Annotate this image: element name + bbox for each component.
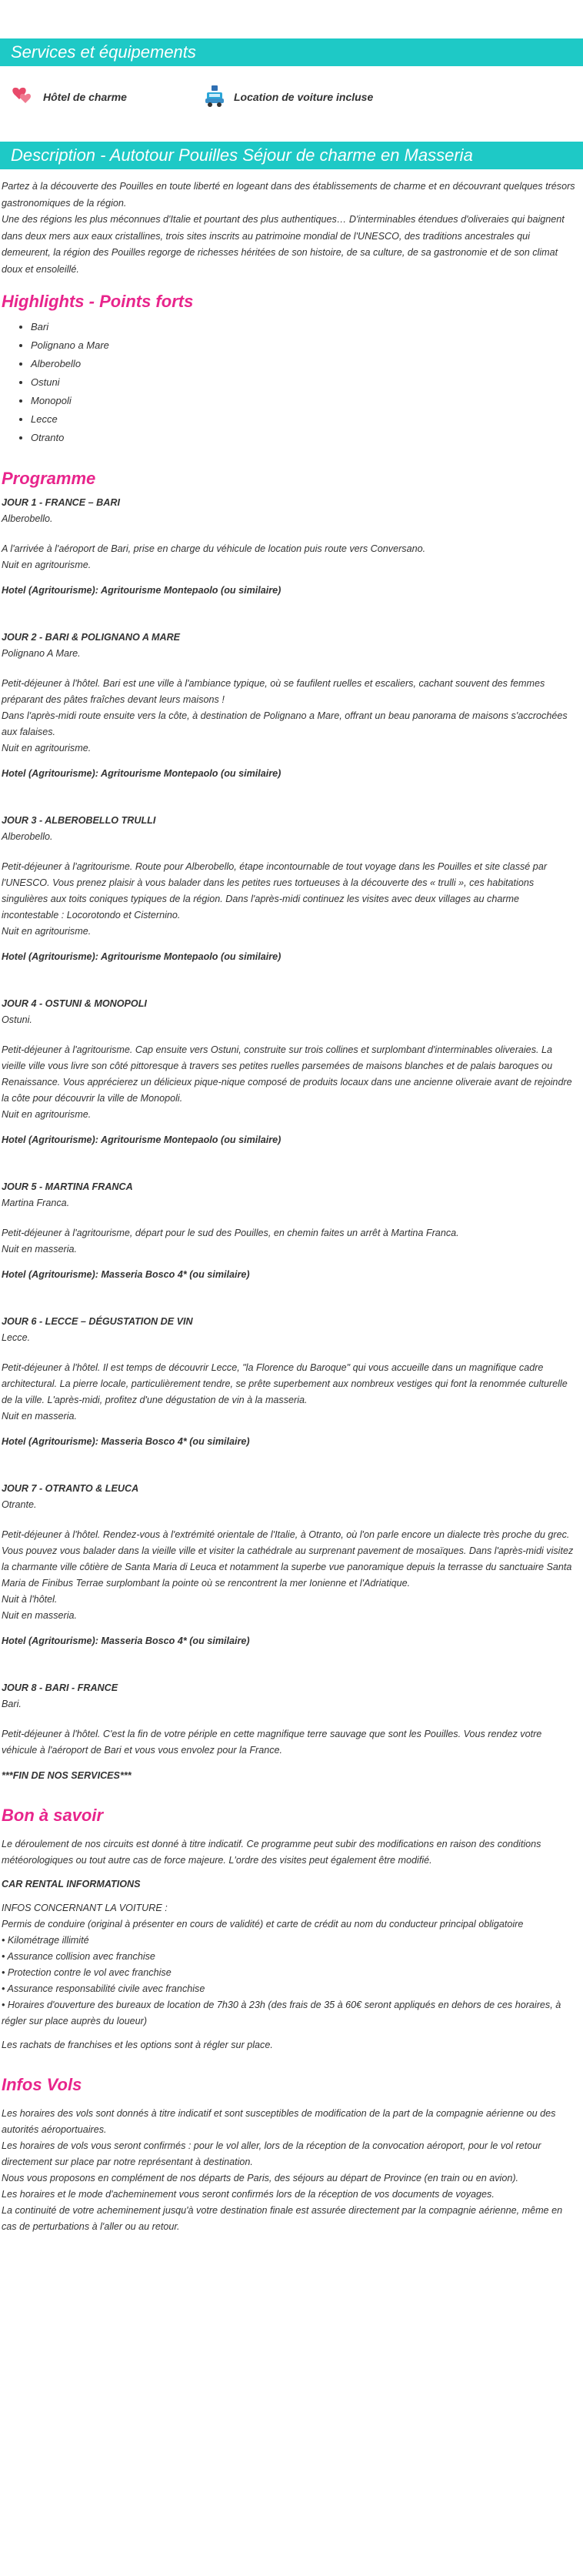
day-location: Ostuni.	[2, 1014, 32, 1025]
day-text: Nuit en agritourisme.	[2, 743, 92, 753]
day-text: Nuit en masseria.	[2, 1411, 77, 1422]
day-title: JOUR 6 - LECCE – DÉGUSTATION DE VIN	[2, 1316, 193, 1327]
day-text: Petit-déjeuner à l'hôtel. C'est la fin de votre périple en cette magnifique terre sauvage que sont les Pouilles. Vous rendez votre véhicule à l'aéroport de Bari et vous vous envolez pour la France.	[2, 1729, 542, 1756]
car-info-line: • Assurance collision avec franchise	[2, 1951, 155, 1962]
description-paragraph-2: Une des régions les plus méconnues d'Italie et pourtant des plus authentiques… D'interminables étendues d'oliveraies qui baignent dans deux mers aux eaux cristallines, trois sites inscrits au patrimoine mondial de l'UNESCO, des traditions ancestrales qui demeurent, la région des Pouilles regorge de richesses héritées de son histoire, de sa culture, de sa gastronomie et de son climat doux et ensoleillé.	[2, 214, 565, 275]
day-text: Petit-déjeuner à l'hôtel. Il est temps de découvrir Lecce, "la Florence du Baroque" qui vous accueille dans un magnifique cadre architectural. La pierre locale, particulièrement tendre, se prête superbement aux nombreux vestiges qui font la renommée culturelle de la ville. L'après-midi, profitez d'une dégustation de vin à la masseria.	[2, 1362, 568, 1405]
highlights-list	[0, 318, 583, 447]
car-info-line: • Horaires d'ouverture des bureaux de location de 7h30 à 23h (des frais de 35 à 60€ seront appliqués en dehors de ces horaires, à régler sur place auprès du loueur)	[2, 2000, 561, 2026]
day-text: A l'arrivée à l'aéroport de Bari, prise en charge du véhicule de location puis route vers Conversano.	[2, 543, 426, 554]
day-1	[0, 495, 583, 599]
bon-a-savoir-paragraph: Le déroulement de nos circuits est donné à titre indicatif. Ce programme peut subir des modifications en raison des conditions météorologiques ou tout autre cas de force majeure. L'ordre des visites peut également être modifié.	[2, 1839, 541, 1866]
flight-info-line: Nous vous proposons en complément de nos départs de Paris, des séjours au départ de Province (en train ou en avion).	[2, 2173, 519, 2183]
day-text: Nuit en agritourisme.	[2, 560, 92, 570]
highlight-item: • Monopoli	[31, 392, 583, 410]
day-text: Petit-déjeuner à l'hôtel. Rendez-vous à l'extrémité orientale de l'Italie, à Otranto, où l'on parle encore un dialecte très proche du grec. Vous pouvez vous balader dans la vieille ville et visiter la cathédrale au surprenant pavement de mosaïques. Dans l'après-midi visitez la charmante ville côtière de Santa Maria di Leuca et notamment la superbe vue panoramique depuis la terrasse du sanctuaire Santa Maria de Finibus Terrae surplombant la pointe où se rencontrent la mer Ionienne et l'Adriatique.	[2, 1529, 574, 1589]
highlight-item: • Polignano a Mare	[31, 336, 583, 355]
highlight-item: • Alberobello	[31, 355, 583, 373]
day-title: JOUR 8 - BARI - FRANCE	[2, 1682, 118, 1693]
day-hotel: Hotel (Agritourisme): Masseria Bosco 4* (ou similaire)	[2, 1635, 250, 1646]
day-title: JOUR 2 - BARI & POLIGNANO A MARE	[2, 632, 181, 643]
description-body	[0, 179, 583, 278]
day-text: Nuit en masseria.	[2, 1244, 77, 1255]
day-hotel: Hotel (Agritourisme): Masseria Bosco 4* (ou similaire)	[2, 1269, 250, 1280]
day-hotel: Hotel (Agritourisme): Agritourisme Montepaolo (ou similaire)	[2, 1134, 282, 1145]
day-7	[0, 1481, 583, 1649]
highlights-title: Highlights - Points forts	[2, 292, 194, 311]
day-hotel: Hotel (Agritourisme): Agritourisme Montepaolo (ou similaire)	[2, 768, 282, 779]
day-location: Martina Franca.	[2, 1198, 70, 1208]
feature-car-label: Location de voiture incluse	[234, 91, 374, 103]
infos-vols-body	[0, 2106, 583, 2235]
car-info-line: Permis de conduire (original à présenter en cours de validité) et carte de crédit au nom du conducteur principal obligatoire	[2, 1919, 524, 1929]
car-info-line: INFOS CONCERNANT LA VOITURE :	[2, 1903, 168, 1913]
day-8	[0, 1680, 583, 1784]
flight-info-line: Les horaires de vols vous seront confirmés : pour le vol aller, lors de la réception de la convocation aéroport, pour le vol retour directement sur place par notre représentant à destination.	[2, 2140, 541, 2167]
highlight-item: • Otranto	[31, 429, 583, 447]
day-location: Polignano A Mare.	[2, 648, 81, 659]
day-hotel: Hotel (Agritourisme): Agritourisme Montepaolo (ou similaire)	[2, 585, 282, 596]
flight-info-line: Les horaires et le mode d'acheminement vous seront confirmés lors de la réception de vos documents de voyages.	[2, 2189, 495, 2200]
day-location: Alberobello.	[2, 513, 53, 524]
flight-info-line: Les horaires des vols sont donnés à titre indicatif et sont susceptibles de modification de la part de la compagnie aérienne ou des autorités aéroportuaires.	[2, 2108, 556, 2135]
day-text: Nuit en agritourisme.	[2, 1109, 92, 1120]
day-2	[0, 630, 583, 782]
car-info-closing: Les rachats de franchises et les options sont à régler sur place.	[2, 2040, 273, 2050]
services-title: Services et équipements	[11, 42, 196, 62]
day-text: Nuit à l'hôtel.	[2, 1594, 58, 1605]
bon-a-savoir-body	[0, 1836, 583, 2053]
end-of-services: ***FIN DE NOS SERVICES***	[2, 1770, 132, 1781]
hotel-heart-icon	[9, 85, 43, 110]
day-title: JOUR 3 - ALBEROBELLO TRULLI	[2, 815, 156, 826]
bon-a-savoir-title: Bon à savoir	[2, 1806, 104, 1825]
day-text: Nuit en agritourisme.	[2, 926, 92, 937]
highlight-item: • Lecce	[31, 410, 583, 429]
day-title: JOUR 5 - MARTINA FRANCA	[2, 1181, 133, 1192]
description-paragraph-1: Partez à la découverte des Pouilles en toute liberté en logeant dans des établissements de charme et en découvrant quelques trésors gastronomiques de la région.	[2, 181, 575, 209]
day-title: JOUR 7 - OTRANTO & LEUCA	[2, 1483, 139, 1494]
highlight-item: • Bari	[31, 318, 583, 336]
car-info-line: • Assurance responsabilité civile avec franchise	[2, 1983, 205, 1994]
day-title: JOUR 4 - OSTUNI & MONOPOLI	[2, 998, 147, 1009]
car-rental-title: CAR RENTAL INFORMATIONS	[2, 1879, 141, 1889]
day-location: Bari.	[2, 1699, 22, 1709]
day-title: JOUR 1 - FRANCE – BARI	[2, 497, 120, 508]
day-text: Petit-déjeuner à l'hôtel. Bari est une ville à l'ambiance typique, où se faufilent ruelles et escaliers, cachant souvent des femmes préparant des pâtes fraîches devant leurs maisons !	[2, 678, 545, 705]
feature-car	[203, 84, 480, 111]
day-text: Nuit en masseria.	[2, 1610, 77, 1621]
services-features	[0, 66, 583, 128]
services-header	[0, 38, 583, 66]
day-4	[0, 996, 583, 1148]
day-location: Lecce.	[2, 1332, 31, 1343]
highlight-item: • Ostuni	[31, 373, 583, 392]
infos-vols-title: Infos Vols	[2, 2075, 82, 2094]
day-3	[0, 813, 583, 965]
day-text: Petit-déjeuner à l'agritourisme. Route pour Alberobello, étape incontournable de tout voyage dans les Pouilles et site classé par l'UNESCO. Vous prenez plaisir à vous balader dans les petites rues tortueuses à la découverte des « trulli », ces habitations singulières aux toits coniques typiques de la région. Dans l'après-midi continuez les visites avec deux villages au charme incontestable : Locorotondo et Cisternino.	[2, 861, 548, 920]
day-location: Otrante.	[2, 1499, 37, 1510]
day-hotel: Hotel (Agritourisme): Agritourisme Montepaolo (ou similaire)	[2, 951, 282, 962]
feature-hotel-label: Hôtel de charme	[43, 91, 127, 103]
car-info-line: • Kilométrage illimité	[2, 1935, 89, 1946]
description-header	[0, 142, 583, 169]
car-info-line: • Protection contre le vol avec franchise	[2, 1967, 172, 1978]
programme-title: Programme	[2, 469, 96, 488]
description-title: Description - Autotour Pouilles Séjour de charme en Masseria	[11, 145, 473, 165]
day-6	[0, 1314, 583, 1450]
day-text: Petit-déjeuner à l'agritourisme. Cap ensuite vers Ostuni, construite sur trois collines et surplombant d'interminables oliveraies. La vieille ville vous livre son côté pittoresque à travers ses petites ruelles parsemées de maisons blanches et de palais baroques ou Renaissance. Vous apprécierez un délicieux pique-nique composé de produits locaux dans une ancienne oliveraie avant de rejoindre la côte pour découvrir la ville de Monopoli.	[2, 1044, 572, 1104]
day-text: Petit-déjeuner à l'agritourisme, départ pour le sud des Pouilles, en chemin faites un arrêt à Martina Franca.	[2, 1228, 459, 1238]
day-hotel: Hotel (Agritourisme): Masseria Bosco 4* (ou similaire)	[2, 1436, 250, 1447]
flight-info-line: La continuité de votre acheminement jusqu'à votre destination finale est assurée directement par la compagnie aérienne, même en cas de perturbations à l'aller ou au retour.	[2, 2205, 563, 2232]
feature-hotel	[9, 85, 203, 110]
day-text: Dans l'après-midi route ensuite vers la côte, à destination de Polignano a Mare, offrant un beau panorama de maisons s'accrochées aux falaises.	[2, 710, 568, 737]
day-5	[0, 1179, 583, 1283]
car-rental-icon	[203, 84, 234, 111]
day-location: Alberobello.	[2, 831, 53, 842]
programme-days	[0, 495, 583, 1784]
